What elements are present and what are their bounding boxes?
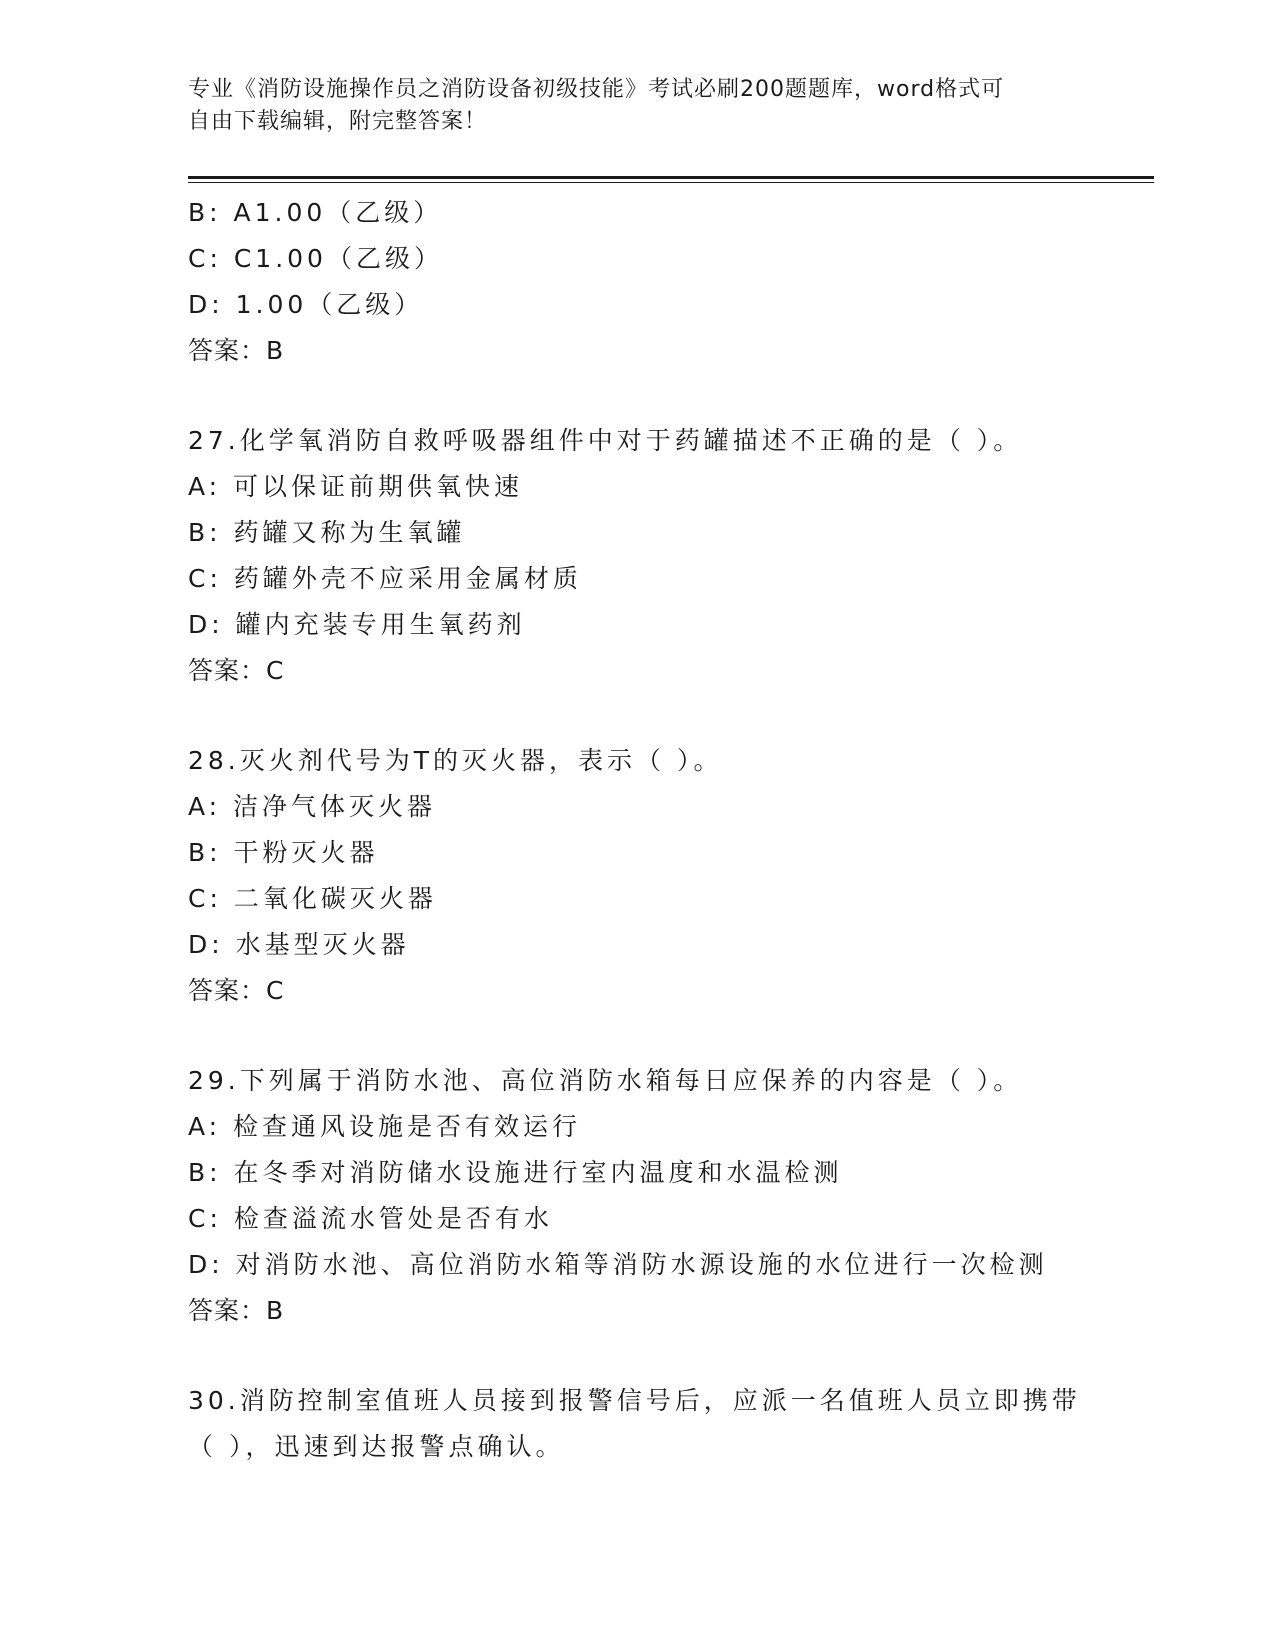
option-a: A: 洁净气体灭火器 (188, 792, 437, 821)
question-text: 27.化学氧消防自救呼吸器组件中对于药罐描述不正确的是（ ）。 (188, 426, 1023, 455)
header-divider-thin (188, 182, 1154, 183)
question-text-line-1: 30.消防控制室值班人员接到报警信号后，应派一名值班人员立即携带 (188, 1386, 1081, 1415)
option-a: A: 检查通风设施是否有效运行 (188, 1112, 582, 1141)
option-d: D: 对消防水池、高位消防水箱等消防水源设施的水位进行一次检测 (188, 1250, 1048, 1279)
option-b: B: 在冬季对消防储水设施进行室内温度和水温检测 (188, 1158, 843, 1187)
question-list (188, 190, 1088, 1470)
option-b: B: A1.00（乙级） (188, 198, 443, 227)
document-header (188, 74, 1068, 138)
question-29 (188, 1058, 1088, 1334)
option-c: C: 二氧化碳灭火器 (188, 884, 437, 913)
option-b: B: 药罐又称为生氧罐 (188, 518, 466, 547)
question-text: 28.灭火剂代号为T的灭火器，表示（ ）。 (188, 746, 723, 775)
question-30 (188, 1378, 1088, 1470)
answer: 答案：C (188, 976, 285, 1005)
answer: 答案：C (188, 656, 285, 685)
question-28 (188, 738, 1088, 1014)
header-line-2: 自由下载编辑，附完整答案！ (188, 109, 488, 134)
option-b: B: 干粉灭火器 (188, 838, 379, 867)
option-c: C: 药罐外壳不应采用金属材质 (188, 564, 582, 593)
option-d: D: 水基型灭火器 (188, 930, 410, 959)
option-a: A: 可以保证前期供氧快速 (188, 472, 524, 501)
header-divider-thick (188, 176, 1154, 179)
header-line-1: 专业《消防设施操作员之消防设备初级技能》考试必刷200题题库，word格式可 (188, 77, 1005, 102)
question-text-line-2: （ ），迅速到达报警点确认。 (188, 1432, 565, 1461)
option-c: C: 检查溢流水管处是否有水 (188, 1204, 553, 1233)
option-c: C: C1.00（乙级） (188, 244, 443, 273)
option-d: D: 罐内充装专用生氧药剂 (188, 610, 526, 639)
answer: 答案：B (188, 336, 285, 365)
option-d: D: 1.00（乙级） (188, 290, 424, 319)
answer: 答案：B (188, 1296, 285, 1325)
question-26 (188, 190, 1088, 374)
question-text: 29.下列属于消防水池、高位消防水箱每日应保养的内容是（ ）。 (188, 1066, 1023, 1095)
question-27 (188, 418, 1088, 694)
